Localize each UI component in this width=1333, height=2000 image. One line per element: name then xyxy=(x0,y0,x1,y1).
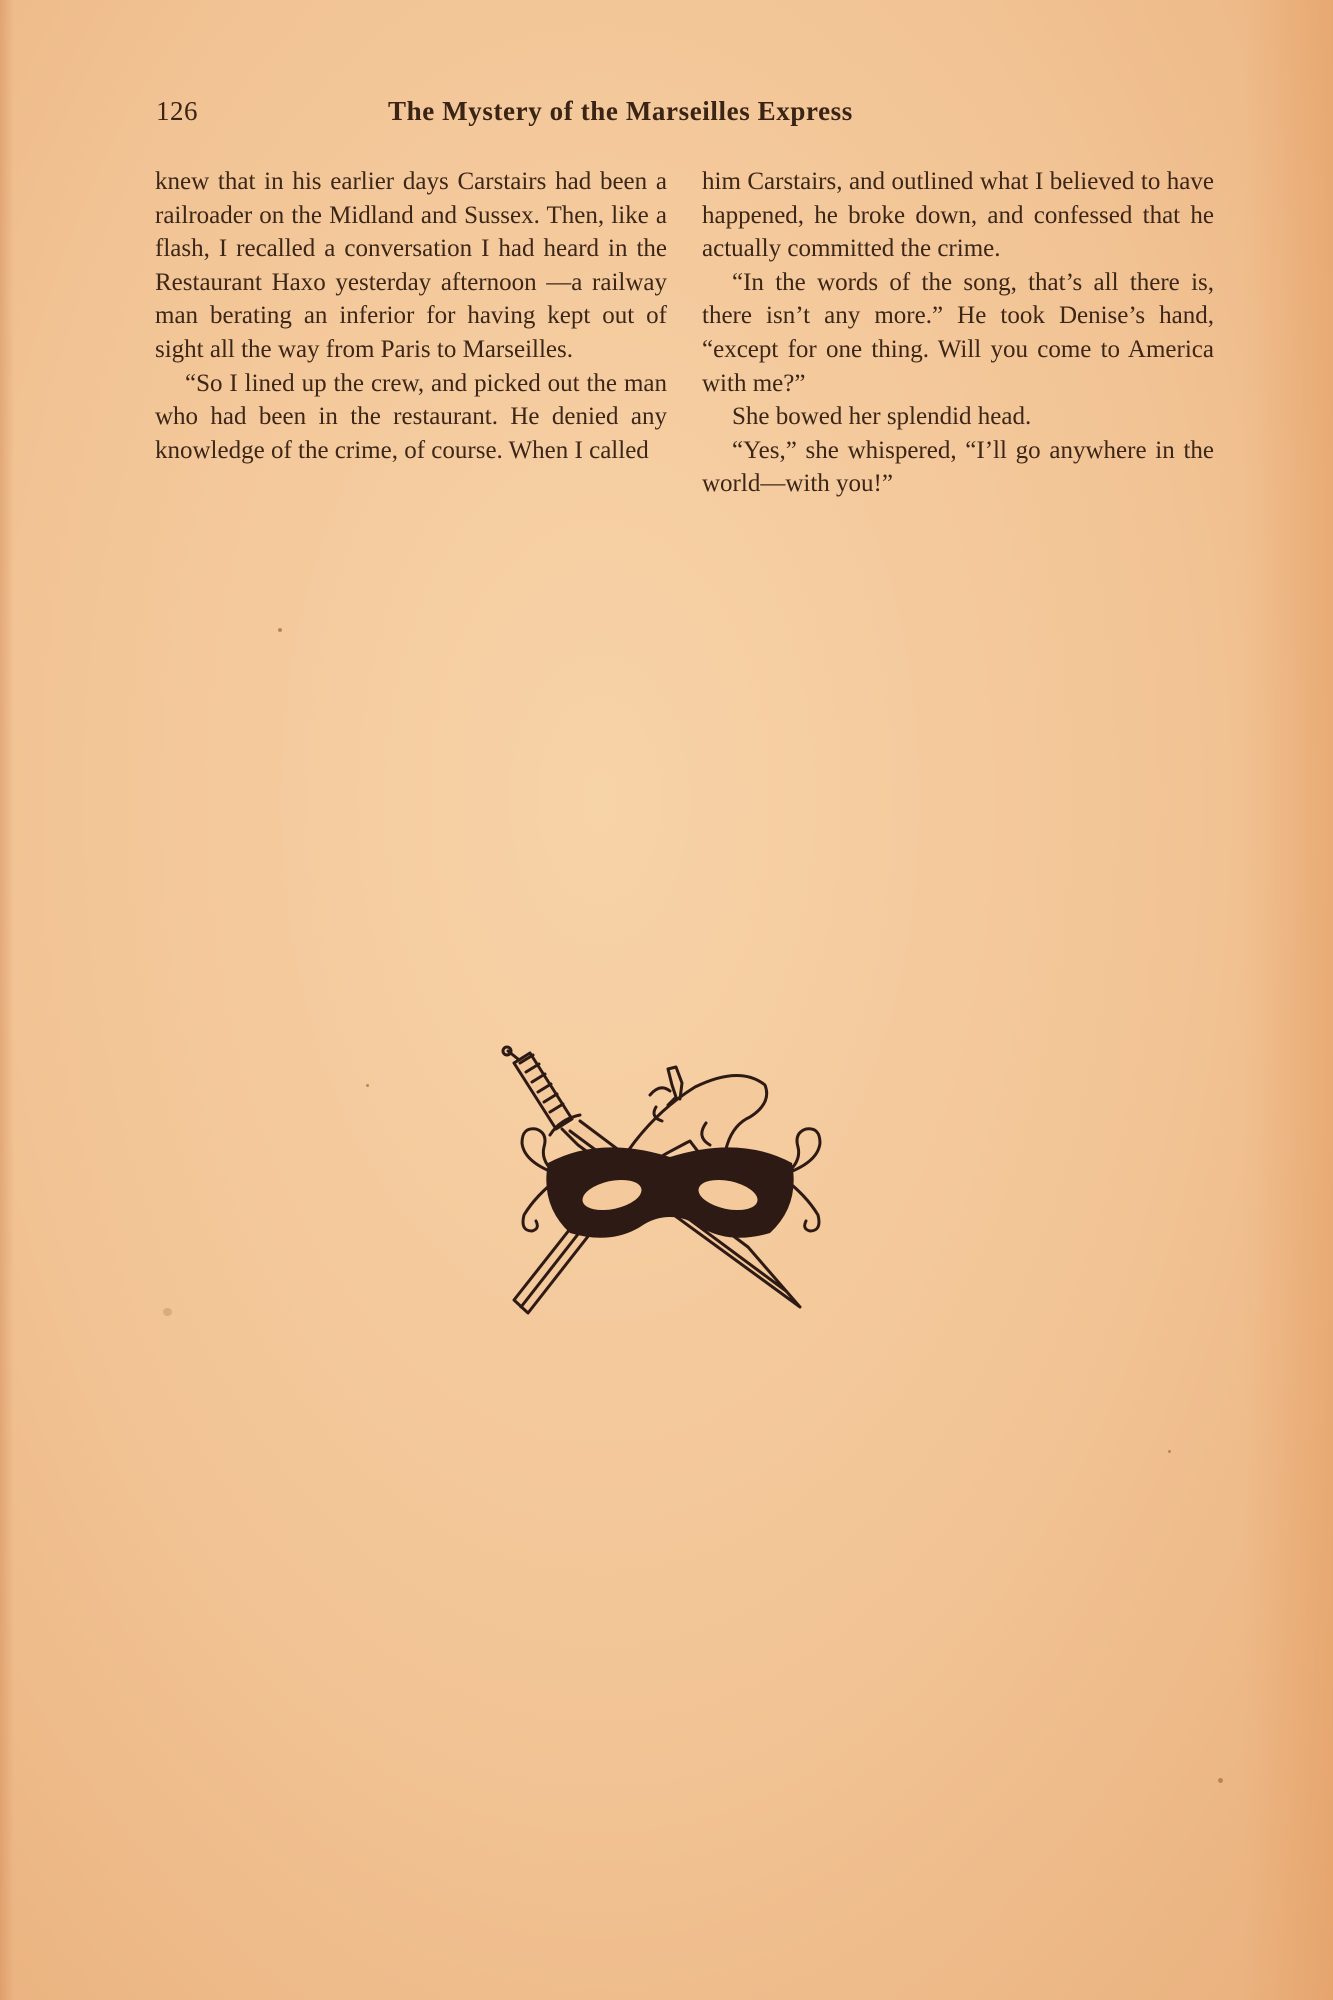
running-head xyxy=(156,96,1176,136)
paper-speck xyxy=(278,628,282,632)
left-column xyxy=(155,165,667,467)
page-edge-shadow-left xyxy=(0,0,14,2000)
body-text xyxy=(155,165,1221,585)
page-edge-shadow-right xyxy=(1243,0,1333,2000)
paragraph: “Yes,” she whispered, “I’ll go anywhere in the world—with you!” xyxy=(702,436,1214,498)
paragraph: knew that in his earlier days Carstairs had been a railroader on the Midland and Sussex. Then, like a flash, I recalled a conversation I had heard in the Restaurant Haxo yesterday afternoon —a railway man berating an inferior for having kept out of sight all the way from Paris to Marseilles. xyxy=(155,168,667,363)
right-column xyxy=(702,165,1214,501)
paragraph: “So I lined up the crew, and picked out the man who had been in the restaurant. He denied any knowledge of the crime, of course. When I called xyxy=(155,369,667,464)
page-number: 126 xyxy=(156,96,198,126)
paper-speck xyxy=(1168,1450,1171,1453)
paragraph: She bowed her splendid head. xyxy=(732,403,1032,431)
paper-speck xyxy=(1218,1778,1223,1783)
mask-icon xyxy=(546,1147,793,1237)
book-title: The Mystery of the Marseilles Express xyxy=(388,96,853,126)
mask-dagger-pistol-icon xyxy=(500,1045,845,1330)
paragraph: him Carstairs, and outlined what I believed to have happened, he broke down, and confessed that he actually committed the crime. xyxy=(702,168,1214,263)
paper-speck xyxy=(366,1084,369,1087)
paragraph: “In the words of the song, that’s all there is, there isn’t any more.” He took Denise’s hand, “except for one thing. Will you come to America with me?” xyxy=(702,268,1214,397)
paper-speck xyxy=(163,1308,172,1316)
